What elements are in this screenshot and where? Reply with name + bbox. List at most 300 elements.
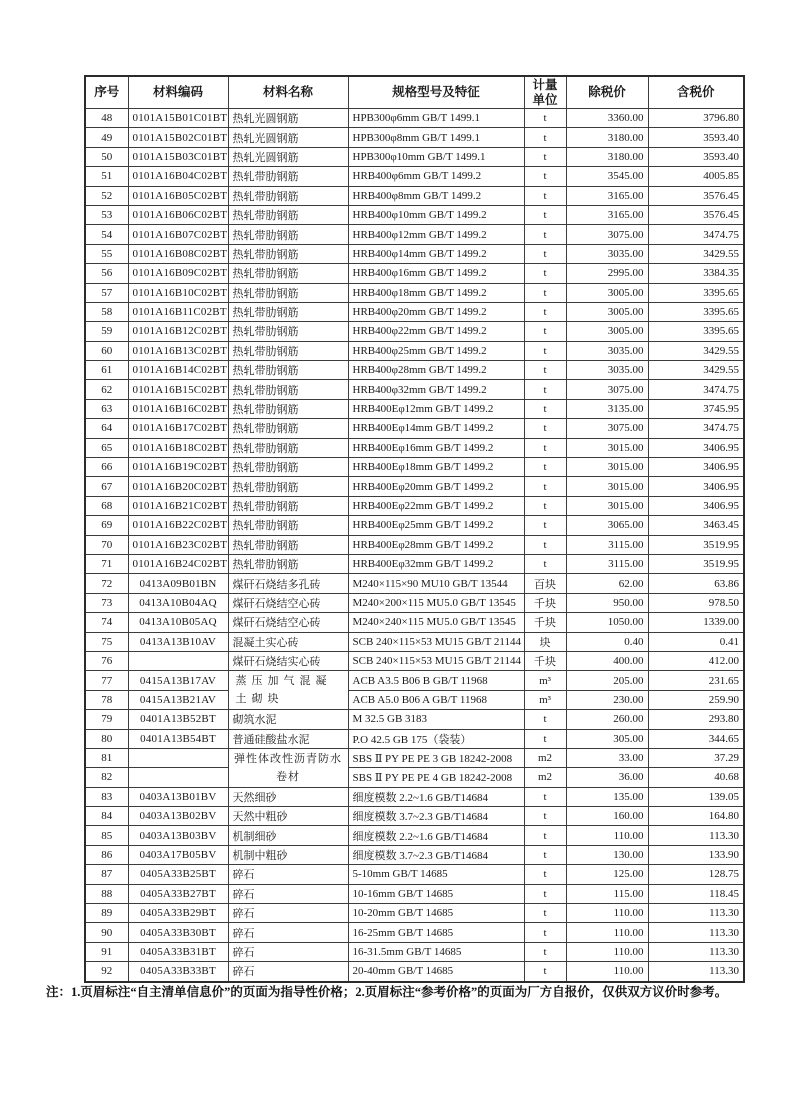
cell-code: 0101A16B10C02BT bbox=[128, 283, 228, 302]
cell-ex: 110.00 bbox=[566, 962, 648, 982]
cell-inc: 37.29 bbox=[648, 748, 744, 767]
cell-name: 热轧带肋钢筋 bbox=[228, 186, 348, 205]
cell-spec: HRB400Eφ32mm GB/T 1499.2 bbox=[348, 554, 524, 573]
cell-spec: HRB400Eφ20mm GB/T 1499.2 bbox=[348, 477, 524, 496]
cell-ex: 260.00 bbox=[566, 710, 648, 729]
cell-ex: 62.00 bbox=[566, 574, 648, 593]
cell-inc: 978.50 bbox=[648, 593, 744, 612]
cell-inc: 118.45 bbox=[648, 884, 744, 903]
cell-spec: 细度模数 3.7~2.3 GB/T14684 bbox=[348, 807, 524, 826]
cell-no: 66 bbox=[85, 458, 128, 477]
table-row-62 bbox=[85, 380, 744, 399]
cell-inc: 113.30 bbox=[648, 923, 744, 942]
cell-name: 热轧光圆钢筋 bbox=[228, 147, 348, 166]
cell-inc: 113.30 bbox=[648, 826, 744, 845]
cell-inc: 3429.55 bbox=[648, 361, 744, 380]
cell-code: 0101A16B23C02BT bbox=[128, 535, 228, 554]
header-row bbox=[85, 76, 744, 109]
cell-no: 71 bbox=[85, 554, 128, 573]
column-header-ex: 除税价 bbox=[566, 76, 648, 109]
table-row-52 bbox=[85, 186, 744, 205]
cell-name: 碎石 bbox=[228, 923, 348, 942]
cell-name: 热轧带肋钢筋 bbox=[228, 264, 348, 283]
cell-ex: 3005.00 bbox=[566, 302, 648, 321]
table-body bbox=[85, 109, 744, 982]
cell-no: 91 bbox=[85, 942, 128, 961]
cell-inc: 3395.65 bbox=[648, 322, 744, 341]
cell-name: 热轧带肋钢筋 bbox=[228, 302, 348, 321]
cell-unit: t bbox=[524, 554, 566, 573]
cell-inc: 3406.95 bbox=[648, 477, 744, 496]
cell-name: 煤矸石烧结实心砖 bbox=[228, 651, 348, 670]
cell-code: 0101A16B21C02BT bbox=[128, 496, 228, 515]
cell-code: 0101A16B17C02BT bbox=[128, 419, 228, 438]
table-row-87 bbox=[85, 865, 744, 884]
cell-no: 74 bbox=[85, 613, 128, 632]
cell-inc: 231.65 bbox=[648, 671, 744, 690]
cell-code: 0413A13B10AV bbox=[128, 632, 228, 651]
cell-code: 0101A16B19C02BT bbox=[128, 458, 228, 477]
cell-spec: 细度模数 2.2~1.6 GB/T14684 bbox=[348, 826, 524, 845]
cell-no: 70 bbox=[85, 535, 128, 554]
cell-ex: 130.00 bbox=[566, 845, 648, 864]
cell-ex: 3115.00 bbox=[566, 535, 648, 554]
cell-spec: HPB300φ10mm GB/T 1499.1 bbox=[348, 147, 524, 166]
cell-unit: t bbox=[524, 535, 566, 554]
table-row-57 bbox=[85, 283, 744, 302]
cell-name: 热轧光圆钢筋 bbox=[228, 128, 348, 147]
cell-name: 热轧带肋钢筋 bbox=[228, 225, 348, 244]
cell-ex: 3075.00 bbox=[566, 419, 648, 438]
cell-ex: 3015.00 bbox=[566, 477, 648, 496]
cell-no: 87 bbox=[85, 865, 128, 884]
cell-inc: 3519.95 bbox=[648, 554, 744, 573]
cell-code: 0101A16B15C02BT bbox=[128, 380, 228, 399]
cell-code: 0413A09B01BN bbox=[128, 574, 228, 593]
cell-spec: HRB400φ8mm GB/T 1499.2 bbox=[348, 186, 524, 205]
cell-code: 0413A10B05AQ bbox=[128, 613, 228, 632]
cell-spec: M240×200×115 MU5.0 GB/T 13545 bbox=[348, 593, 524, 612]
cell-spec: HPB300φ6mm GB/T 1499.1 bbox=[348, 109, 524, 128]
material-price-table bbox=[84, 75, 745, 983]
cell-no: 83 bbox=[85, 787, 128, 806]
cell-no: 59 bbox=[85, 322, 128, 341]
cell-no: 82 bbox=[85, 768, 128, 787]
cell-code: 0101A16B18C02BT bbox=[128, 438, 228, 457]
cell-name: 蒸压加气混凝土砌块 bbox=[228, 671, 348, 710]
cell-unit: m2 bbox=[524, 748, 566, 767]
cell-unit: t bbox=[524, 845, 566, 864]
table-row-65 bbox=[85, 438, 744, 457]
cell-unit: t bbox=[524, 361, 566, 380]
table-row-77 bbox=[85, 671, 744, 690]
cell-spec: 10-16mm GB/T 14685 bbox=[348, 884, 524, 903]
cell-spec: 16-31.5mm GB/T 14685 bbox=[348, 942, 524, 961]
cell-code bbox=[128, 748, 228, 767]
cell-no: 62 bbox=[85, 380, 128, 399]
cell-spec: HPB300φ8mm GB/T 1499.1 bbox=[348, 128, 524, 147]
cell-inc: 3406.95 bbox=[648, 458, 744, 477]
cell-inc: 63.86 bbox=[648, 574, 744, 593]
cell-ex: 3075.00 bbox=[566, 225, 648, 244]
cell-name: 碎石 bbox=[228, 962, 348, 982]
table-row-63 bbox=[85, 399, 744, 418]
cell-code: 0403A13B03BV bbox=[128, 826, 228, 845]
cell-spec: HRB400φ32mm GB/T 1499.2 bbox=[348, 380, 524, 399]
cell-inc: 412.00 bbox=[648, 651, 744, 670]
table-row-70 bbox=[85, 535, 744, 554]
cell-name: 热轧光圆钢筋 bbox=[228, 109, 348, 128]
cell-no: 80 bbox=[85, 729, 128, 748]
cell-name: 碎石 bbox=[228, 865, 348, 884]
cell-unit: t bbox=[524, 865, 566, 884]
cell-ex: 230.00 bbox=[566, 690, 648, 709]
cell-ex: 205.00 bbox=[566, 671, 648, 690]
cell-spec: 16-25mm GB/T 14685 bbox=[348, 923, 524, 942]
cell-name: 热轧带肋钢筋 bbox=[228, 516, 348, 535]
cell-spec: HRB400φ20mm GB/T 1499.2 bbox=[348, 302, 524, 321]
table-row-86 bbox=[85, 845, 744, 864]
cell-name: 热轧带肋钢筋 bbox=[228, 244, 348, 263]
cell-no: 64 bbox=[85, 419, 128, 438]
cell-spec: HRB400Eφ25mm GB/T 1499.2 bbox=[348, 516, 524, 535]
cell-name: 热轧带肋钢筋 bbox=[228, 380, 348, 399]
cell-ex: 110.00 bbox=[566, 923, 648, 942]
cell-inc: 3576.45 bbox=[648, 205, 744, 224]
cell-name: 普通硅酸盐水泥 bbox=[228, 729, 348, 748]
cell-no: 51 bbox=[85, 167, 128, 186]
table-row-56 bbox=[85, 264, 744, 283]
cell-no: 55 bbox=[85, 244, 128, 263]
cell-no: 81 bbox=[85, 748, 128, 767]
cell-code: 0101A15B03C01BT bbox=[128, 147, 228, 166]
cell-unit: t bbox=[524, 438, 566, 457]
cell-name: 天然中粗砂 bbox=[228, 807, 348, 826]
cell-no: 89 bbox=[85, 904, 128, 923]
cell-code: 0101A16B11C02BT bbox=[128, 302, 228, 321]
cell-inc: 3576.45 bbox=[648, 186, 744, 205]
cell-code: 0101A16B07C02BT bbox=[128, 225, 228, 244]
cell-no: 79 bbox=[85, 710, 128, 729]
table-row-82 bbox=[85, 768, 744, 787]
cell-inc: 139.05 bbox=[648, 787, 744, 806]
cell-code: 0405A33B33BT bbox=[128, 962, 228, 982]
cell-no: 56 bbox=[85, 264, 128, 283]
cell-code: 0405A33B29BT bbox=[128, 904, 228, 923]
cell-unit: t bbox=[524, 729, 566, 748]
cell-no: 68 bbox=[85, 496, 128, 515]
cell-name: 热轧带肋钢筋 bbox=[228, 438, 348, 457]
table-row-49 bbox=[85, 128, 744, 147]
cell-inc: 3519.95 bbox=[648, 535, 744, 554]
cell-spec: M240×115×90 MU10 GB/T 13544 bbox=[348, 574, 524, 593]
cell-inc: 259.90 bbox=[648, 690, 744, 709]
cell-inc: 3429.55 bbox=[648, 341, 744, 360]
cell-no: 88 bbox=[85, 884, 128, 903]
cell-unit: t bbox=[524, 516, 566, 535]
cell-ex: 36.00 bbox=[566, 768, 648, 787]
cell-ex: 3015.00 bbox=[566, 458, 648, 477]
footnote: 注：1.页眉标注“自主清单信息价”的页面为指导性价格；2.页眉标注“参考价格”的页面为厂方自报价，仅供双方议价时参考。 bbox=[46, 985, 728, 999]
cell-unit: t bbox=[524, 942, 566, 961]
cell-unit: t bbox=[524, 128, 566, 147]
cell-inc: 164.80 bbox=[648, 807, 744, 826]
cell-ex: 3180.00 bbox=[566, 147, 648, 166]
cell-no: 53 bbox=[85, 205, 128, 224]
cell-code bbox=[128, 651, 228, 670]
table-row-90 bbox=[85, 923, 744, 942]
table-row-76 bbox=[85, 651, 744, 670]
table-row-67 bbox=[85, 477, 744, 496]
table-row-50 bbox=[85, 147, 744, 166]
cell-ex: 0.40 bbox=[566, 632, 648, 651]
cell-code: 0101A16B20C02BT bbox=[128, 477, 228, 496]
column-header-name: 材料名称 bbox=[228, 76, 348, 109]
cell-ex: 3360.00 bbox=[566, 109, 648, 128]
table-row-74 bbox=[85, 613, 744, 632]
column-header-code: 材料编码 bbox=[128, 76, 228, 109]
cell-spec: HRB400Eφ14mm GB/T 1499.2 bbox=[348, 419, 524, 438]
cell-ex: 110.00 bbox=[566, 942, 648, 961]
cell-name: 砌筑水泥 bbox=[228, 710, 348, 729]
cell-unit: t bbox=[524, 341, 566, 360]
table-row-79 bbox=[85, 710, 744, 729]
table-row-64 bbox=[85, 419, 744, 438]
cell-name: 热轧带肋钢筋 bbox=[228, 419, 348, 438]
cell-inc: 113.30 bbox=[648, 904, 744, 923]
cell-code: 0101A16B13C02BT bbox=[128, 341, 228, 360]
cell-spec: HRB400Eφ28mm GB/T 1499.2 bbox=[348, 535, 524, 554]
cell-no: 85 bbox=[85, 826, 128, 845]
cell-unit: 百块 bbox=[524, 574, 566, 593]
cell-spec: SCB 240×115×53 MU15 GB/T 21144 bbox=[348, 651, 524, 670]
cell-no: 76 bbox=[85, 651, 128, 670]
cell-unit: t bbox=[524, 380, 566, 399]
cell-inc: 0.41 bbox=[648, 632, 744, 651]
cell-spec: HRB400φ28mm GB/T 1499.2 bbox=[348, 361, 524, 380]
cell-no: 61 bbox=[85, 361, 128, 380]
column-header-spec: 规格型号及特征 bbox=[348, 76, 524, 109]
cell-inc: 3384.35 bbox=[648, 264, 744, 283]
cell-code: 0101A16B12C02BT bbox=[128, 322, 228, 341]
table-row-75 bbox=[85, 632, 744, 651]
cell-ex: 125.00 bbox=[566, 865, 648, 884]
cell-unit: t bbox=[524, 264, 566, 283]
cell-code: 0101A15B01C01BT bbox=[128, 109, 228, 128]
table-header bbox=[85, 76, 744, 109]
cell-inc: 344.65 bbox=[648, 729, 744, 748]
cell-code: 0415A13B17AV bbox=[128, 671, 228, 690]
table-row-89 bbox=[85, 904, 744, 923]
cell-code bbox=[128, 768, 228, 787]
cell-inc: 128.75 bbox=[648, 865, 744, 884]
cell-no: 77 bbox=[85, 671, 128, 690]
cell-inc: 40.68 bbox=[648, 768, 744, 787]
cell-spec: HRB400φ6mm GB/T 1499.2 bbox=[348, 167, 524, 186]
cell-inc: 3474.75 bbox=[648, 419, 744, 438]
cell-spec: 10-20mm GB/T 14685 bbox=[348, 904, 524, 923]
cell-unit: t bbox=[524, 109, 566, 128]
cell-ex: 3015.00 bbox=[566, 496, 648, 515]
cell-ex: 950.00 bbox=[566, 593, 648, 612]
cell-code: 0101A16B22C02BT bbox=[128, 516, 228, 535]
cell-ex: 3035.00 bbox=[566, 361, 648, 380]
cell-code: 0101A16B24C02BT bbox=[128, 554, 228, 573]
cell-inc: 3745.95 bbox=[648, 399, 744, 418]
cell-unit: 千块 bbox=[524, 651, 566, 670]
cell-no: 63 bbox=[85, 399, 128, 418]
cell-name: 碎石 bbox=[228, 904, 348, 923]
cell-spec: SCB 240×115×53 MU15 GB/T 21144 bbox=[348, 632, 524, 651]
cell-no: 69 bbox=[85, 516, 128, 535]
cell-name: 弹性体改性沥青防水卷材 bbox=[228, 748, 348, 787]
cell-inc: 3474.75 bbox=[648, 225, 744, 244]
cell-code: 0101A16B09C02BT bbox=[128, 264, 228, 283]
cell-spec: 5-10mm GB/T 14685 bbox=[348, 865, 524, 884]
cell-unit: t bbox=[524, 283, 566, 302]
cell-name: 混凝土实心砖 bbox=[228, 632, 348, 651]
table-row-88 bbox=[85, 884, 744, 903]
cell-name: 热轧带肋钢筋 bbox=[228, 205, 348, 224]
cell-spec: ACB A5.0 B06 A GB/T 11968 bbox=[348, 690, 524, 709]
table-row-72 bbox=[85, 574, 744, 593]
cell-unit: t bbox=[524, 710, 566, 729]
cell-ex: 3180.00 bbox=[566, 128, 648, 147]
table-row-48 bbox=[85, 109, 744, 128]
cell-name: 热轧带肋钢筋 bbox=[228, 554, 348, 573]
cell-spec: HRB400φ18mm GB/T 1499.2 bbox=[348, 283, 524, 302]
cell-ex: 3545.00 bbox=[566, 167, 648, 186]
cell-unit: t bbox=[524, 399, 566, 418]
table-row-73 bbox=[85, 593, 744, 612]
table-row-55 bbox=[85, 244, 744, 263]
cell-code: 0415A13B21AV bbox=[128, 690, 228, 709]
cell-inc: 3406.95 bbox=[648, 438, 744, 457]
cell-name: 天然细砂 bbox=[228, 787, 348, 806]
cell-name: 热轧带肋钢筋 bbox=[228, 535, 348, 554]
cell-no: 78 bbox=[85, 690, 128, 709]
table-row-54 bbox=[85, 225, 744, 244]
cell-code: 0413A10B04AQ bbox=[128, 593, 228, 612]
table-row-59 bbox=[85, 322, 744, 341]
cell-code: 0405A33B27BT bbox=[128, 884, 228, 903]
cell-code: 0101A16B06C02BT bbox=[128, 205, 228, 224]
cell-ex: 160.00 bbox=[566, 807, 648, 826]
cell-unit: t bbox=[524, 205, 566, 224]
cell-name: 碎石 bbox=[228, 942, 348, 961]
cell-ex: 3005.00 bbox=[566, 322, 648, 341]
table-row-69 bbox=[85, 516, 744, 535]
cell-inc: 3796.80 bbox=[648, 109, 744, 128]
cell-name: 热轧带肋钢筋 bbox=[228, 477, 348, 496]
cell-no: 54 bbox=[85, 225, 128, 244]
cell-unit: t bbox=[524, 186, 566, 205]
cell-inc: 3593.40 bbox=[648, 147, 744, 166]
cell-spec: HRB400φ22mm GB/T 1499.2 bbox=[348, 322, 524, 341]
cell-no: 57 bbox=[85, 283, 128, 302]
cell-no: 75 bbox=[85, 632, 128, 651]
cell-no: 48 bbox=[85, 109, 128, 128]
cell-name: 机制细砂 bbox=[228, 826, 348, 845]
cell-unit: t bbox=[524, 419, 566, 438]
cell-spec: HRB400φ25mm GB/T 1499.2 bbox=[348, 341, 524, 360]
table-row-92 bbox=[85, 962, 744, 982]
table-row-85 bbox=[85, 826, 744, 845]
cell-unit: t bbox=[524, 787, 566, 806]
cell-inc: 293.80 bbox=[648, 710, 744, 729]
cell-inc: 3593.40 bbox=[648, 128, 744, 147]
cell-ex: 110.00 bbox=[566, 904, 648, 923]
cell-ex: 3005.00 bbox=[566, 283, 648, 302]
cell-no: 90 bbox=[85, 923, 128, 942]
cell-name: 热轧带肋钢筋 bbox=[228, 167, 348, 186]
table-row-71 bbox=[85, 554, 744, 573]
column-header-no: 序号 bbox=[85, 76, 128, 109]
cell-name: 煤矸石烧结空心砖 bbox=[228, 613, 348, 632]
cell-spec: ACB A3.5 B06 B GB/T 11968 bbox=[348, 671, 524, 690]
cell-unit: t bbox=[524, 923, 566, 942]
cell-code: 0403A13B01BV bbox=[128, 787, 228, 806]
cell-unit: t bbox=[524, 302, 566, 321]
cell-inc: 113.30 bbox=[648, 942, 744, 961]
cell-code: 0101A16B16C02BT bbox=[128, 399, 228, 418]
cell-code: 0101A15B02C01BT bbox=[128, 128, 228, 147]
cell-unit: t bbox=[524, 826, 566, 845]
cell-unit: m2 bbox=[524, 768, 566, 787]
cell-unit: 块 bbox=[524, 632, 566, 651]
cell-name: 热轧带肋钢筋 bbox=[228, 322, 348, 341]
table-row-51 bbox=[85, 167, 744, 186]
cell-spec: SBS Ⅱ PY PE PE 4 GB 18242-2008 bbox=[348, 768, 524, 787]
cell-no: 49 bbox=[85, 128, 128, 147]
cell-ex: 400.00 bbox=[566, 651, 648, 670]
cell-unit: 千块 bbox=[524, 613, 566, 632]
cell-spec: P.O 42.5 GB 175（袋装） bbox=[348, 729, 524, 748]
cell-spec: HRB400φ14mm GB/T 1499.2 bbox=[348, 244, 524, 263]
table-row-80 bbox=[85, 729, 744, 748]
cell-name: 热轧带肋钢筋 bbox=[228, 399, 348, 418]
cell-ex: 3165.00 bbox=[566, 186, 648, 205]
cell-code: 0101A16B08C02BT bbox=[128, 244, 228, 263]
cell-inc: 133.90 bbox=[648, 845, 744, 864]
cell-inc: 3395.65 bbox=[648, 283, 744, 302]
cell-no: 65 bbox=[85, 438, 128, 457]
cell-code: 0401A13B54BT bbox=[128, 729, 228, 748]
cell-spec: HRB400Eφ16mm GB/T 1499.2 bbox=[348, 438, 524, 457]
column-header-inc: 含税价 bbox=[648, 76, 744, 109]
cell-unit: t bbox=[524, 225, 566, 244]
cell-unit: t bbox=[524, 477, 566, 496]
cell-unit: t bbox=[524, 322, 566, 341]
cell-spec: 细度模数 3.7~2.3 GB/T14684 bbox=[348, 845, 524, 864]
cell-no: 72 bbox=[85, 574, 128, 593]
cell-no: 60 bbox=[85, 341, 128, 360]
cell-ex: 1050.00 bbox=[566, 613, 648, 632]
cell-code: 0101A16B14C02BT bbox=[128, 361, 228, 380]
cell-code: 0405A33B30BT bbox=[128, 923, 228, 942]
cell-code: 0401A13B52BT bbox=[128, 710, 228, 729]
cell-code: 0101A16B05C02BT bbox=[128, 186, 228, 205]
cell-unit: t bbox=[524, 147, 566, 166]
cell-no: 84 bbox=[85, 807, 128, 826]
cell-spec: 细度模数 2.2~1.6 GB/T14684 bbox=[348, 787, 524, 806]
cell-spec: HRB400φ16mm GB/T 1499.2 bbox=[348, 264, 524, 283]
cell-ex: 3015.00 bbox=[566, 438, 648, 457]
cell-unit: t bbox=[524, 496, 566, 515]
cell-ex: 305.00 bbox=[566, 729, 648, 748]
cell-unit: m³ bbox=[524, 671, 566, 690]
cell-unit: t bbox=[524, 884, 566, 903]
